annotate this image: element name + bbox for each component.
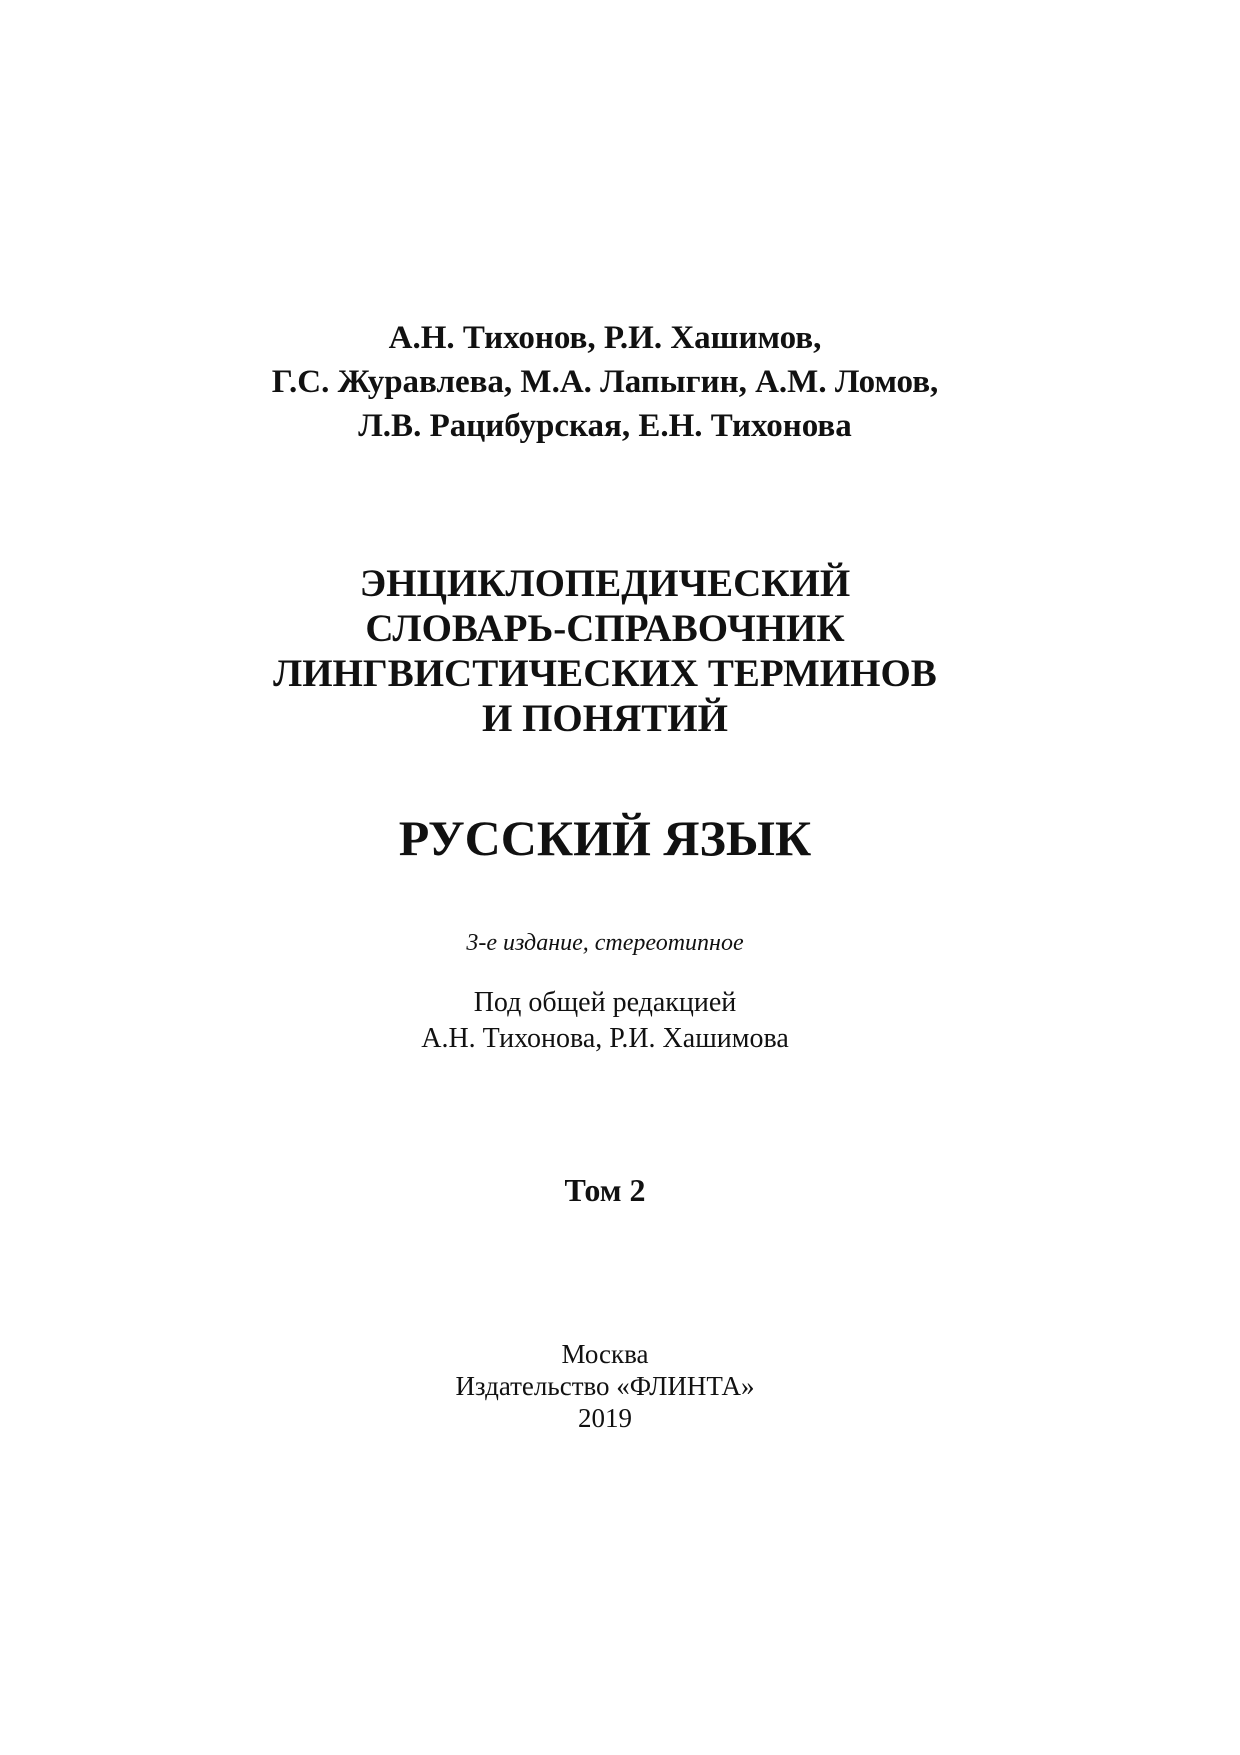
- edition-note: 3-е издание, стереотипное: [466, 930, 744, 956]
- authors-line-1: А.Н. Тихонов, Р.И. Хашимов,: [388, 320, 822, 356]
- title-line-2: СЛОВАРЬ-СПРАВОЧНИК: [365, 607, 845, 650]
- imprint-block: [0, 1338, 1210, 1434]
- authors-line-3: Л.В. Рацибурская, Е.Н. Тихонова: [358, 408, 852, 444]
- imprint-city: Москва: [561, 1339, 649, 1369]
- authors-line-2: Г.С. Журавлева, М.А. Лапыгин, А.М. Ломов,: [271, 364, 939, 400]
- volume-label: Том 2: [564, 1172, 646, 1208]
- title-line-4: И ПОНЯТИЙ: [482, 697, 728, 740]
- title-line-3: ЛИНГВИСТИЧЕСКИХ ТЕРМИНОВ: [273, 652, 937, 695]
- title-line-1: ЭНЦИКЛОПЕДИЧЕСКИЙ: [359, 562, 851, 605]
- editors-names: А.Н. Тихонова, Р.И. Хашимова: [421, 1023, 789, 1054]
- book-title: [0, 561, 1210, 741]
- imprint-publisher: Издательство «ФЛИНТА»: [455, 1371, 755, 1401]
- authors-block: [0, 316, 1210, 448]
- editors-label: Под общей редакцией: [473, 987, 737, 1018]
- imprint-year: 2019: [578, 1403, 632, 1433]
- book-subtitle: РУССКИЙ ЯЗЫК: [398, 810, 812, 866]
- editors-block: [0, 985, 1210, 1057]
